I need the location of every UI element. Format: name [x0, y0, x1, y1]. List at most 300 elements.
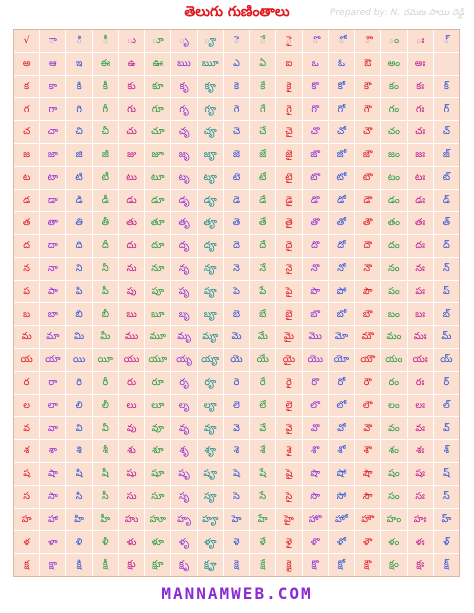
table-cell: ర్	[434, 372, 459, 394]
table-cell: గౌ	[355, 98, 380, 120]
table-cell: ళః	[408, 531, 433, 553]
table-cell: సై	[276, 486, 301, 508]
table-cell: చృ	[171, 121, 196, 143]
table-cell: చా	[40, 121, 65, 143]
table-cell: లౄ	[198, 395, 223, 417]
table-cell: ళో	[329, 531, 354, 553]
table-cell: ళై	[276, 531, 301, 553]
table-cell: సౄ	[198, 486, 223, 508]
table-cell: మం	[381, 326, 406, 348]
table-cell: యౌ	[355, 349, 380, 371]
table-cell: నః	[408, 258, 433, 280]
table-cell: యె	[224, 349, 249, 371]
table-header-cell: ొ	[303, 30, 328, 52]
prepared-by-credit: Prepared by: N. రమణ సాయి రెడ్డి	[330, 8, 464, 18]
table-cell: ట్	[434, 167, 459, 189]
table-cell: శృ	[171, 440, 196, 462]
table-cell: న	[14, 258, 39, 280]
table-cell: గె	[224, 98, 249, 120]
table-cell: సి	[66, 486, 91, 508]
table-cell: డ్	[434, 190, 459, 212]
table-cell: ళు	[119, 531, 144, 553]
table-cell: సః	[408, 486, 433, 508]
table-cell: జౌ	[355, 144, 380, 166]
table-cell: జి	[66, 144, 91, 166]
table-cell: కో	[329, 76, 354, 98]
table-cell: జు	[119, 144, 144, 166]
table-cell: తు	[119, 212, 144, 234]
table-cell: గో	[329, 98, 354, 120]
table-cell: ళౌ	[355, 531, 380, 553]
table-cell: పి	[66, 281, 91, 303]
table-cell: క్షొ	[303, 554, 328, 576]
table-cell: నా	[40, 258, 65, 280]
table-cell: డృ	[171, 190, 196, 212]
table-cell: తొ	[303, 212, 328, 234]
table-cell: యి	[66, 349, 91, 371]
table-cell: దొ	[303, 235, 328, 257]
table-header-cell: ి	[66, 30, 91, 52]
table-cell: జై	[276, 144, 301, 166]
table-cell: మ	[14, 326, 39, 348]
table-header-cell: ా	[40, 30, 65, 52]
table-header-cell: ె	[224, 30, 249, 52]
table-cell: ళీ	[93, 531, 118, 553]
table-cell: చె	[224, 121, 249, 143]
table-cell: డ	[14, 190, 39, 212]
table-cell: కే	[250, 76, 275, 98]
table-cell: కా	[40, 76, 65, 98]
table-cell: షః	[408, 463, 433, 485]
table-cell: గీ	[93, 98, 118, 120]
table-cell: వె	[224, 417, 249, 439]
table-cell: శౌ	[355, 440, 380, 462]
table-cell: స	[14, 486, 39, 508]
table-cell: హ	[14, 509, 39, 531]
table-cell: టౌ	[355, 167, 380, 189]
table-cell: ను	[119, 258, 144, 280]
table-cell: క్షె	[224, 554, 249, 576]
table-cell: యు	[119, 349, 144, 371]
table-cell: ళృ	[171, 531, 196, 553]
table-cell: రు	[119, 372, 144, 394]
table-cell: ద్	[434, 235, 459, 257]
table-cell: గై	[276, 98, 301, 120]
table-cell: శు	[119, 440, 144, 462]
table-cell: మః	[408, 326, 433, 348]
table-cell: యా	[40, 349, 65, 371]
table-cell: మృ	[171, 326, 196, 348]
table-cell: పా	[40, 281, 65, 303]
table-cell: ష	[14, 463, 39, 485]
table-cell: ఉ	[119, 53, 144, 75]
table-cell: దు	[119, 235, 144, 257]
table-cell: హృ	[171, 509, 196, 531]
table-cell: ళి	[66, 531, 91, 553]
table-cell: పో	[329, 281, 354, 303]
table-cell: డో	[329, 190, 354, 212]
table-cell: బి	[66, 303, 91, 325]
table-cell: చి	[66, 121, 91, 143]
table-cell: సే	[250, 486, 275, 508]
table-cell: నె	[224, 258, 249, 280]
table-cell: రే	[250, 372, 275, 394]
table-header-cell: ూ	[145, 30, 170, 52]
table-cell: గృ	[171, 98, 196, 120]
table-cell: నృ	[171, 258, 196, 280]
table-cell: ళం	[381, 531, 406, 553]
table-cell: క్షౄ	[198, 554, 223, 576]
table-cell: చం	[381, 121, 406, 143]
table-cell: శీ	[93, 440, 118, 462]
table-cell: మై	[276, 326, 301, 348]
table-cell: క్ష	[14, 554, 39, 576]
table-cell: పీ	[93, 281, 118, 303]
table-cell: తౌ	[355, 212, 380, 234]
table-cell: షై	[276, 463, 301, 485]
table-header-cell: ే	[250, 30, 275, 52]
table-cell: ద	[14, 235, 39, 257]
table-cell: లృ	[171, 395, 196, 417]
table-cell: క్షః	[408, 554, 433, 576]
table-cell: మూ	[145, 326, 170, 348]
table-cell: హ్	[434, 509, 459, 531]
table-cell: మే	[250, 326, 275, 348]
table-cell: కృ	[171, 76, 196, 98]
table-cell: పృ	[171, 281, 196, 303]
table-cell: పు	[119, 281, 144, 303]
table-cell: గ్	[434, 98, 459, 120]
table-cell: గూ	[145, 98, 170, 120]
table-cell: శొ	[303, 440, 328, 462]
table-cell: జృ	[171, 144, 196, 166]
table-cell: బః	[408, 303, 433, 325]
table-cell: క్షీ	[93, 554, 118, 576]
table-cell: కూ	[145, 76, 170, 98]
table-cell: పై	[276, 281, 301, 303]
table-cell: కౄ	[198, 76, 223, 98]
table-cell: ళౄ	[198, 531, 223, 553]
table-cell: రి	[66, 372, 91, 394]
table-cell: షో	[329, 463, 354, 485]
table-cell: డె	[224, 190, 249, 212]
table-cell: హొ	[303, 509, 328, 531]
table-cell: వి	[66, 417, 91, 439]
table-cell: దూ	[145, 235, 170, 257]
table-cell: షీ	[93, 463, 118, 485]
table-cell: లీ	[93, 395, 118, 417]
table-cell: నై	[276, 258, 301, 280]
table-cell: శౄ	[198, 440, 223, 462]
table-cell: దే	[250, 235, 275, 257]
table-cell: క్షై	[276, 554, 301, 576]
table-cell: క్	[434, 76, 459, 98]
table-cell: పొ	[303, 281, 328, 303]
table-cell: డొ	[303, 190, 328, 212]
table-cell: పం	[381, 281, 406, 303]
table-header-cell: ృ	[171, 30, 196, 52]
table-cell: షౌ	[355, 463, 380, 485]
table-header-cell: ౄ	[198, 30, 223, 52]
table-header-cell: ు	[119, 30, 144, 52]
table-cell: ళా	[40, 531, 65, 553]
table-cell: బొ	[303, 303, 328, 325]
table-cell: త్	[434, 212, 459, 234]
table-cell: బా	[40, 303, 65, 325]
table-cell: బే	[250, 303, 275, 325]
table-cell: ట	[14, 167, 39, 189]
table-cell: కీ	[93, 76, 118, 98]
table-cell: టొ	[303, 167, 328, 189]
table-header-cell: ః	[408, 30, 433, 52]
table-cell: వూ	[145, 417, 170, 439]
table-cell: లౌ	[355, 395, 380, 417]
table-header-cell: ౌ	[355, 30, 380, 52]
table-cell: డం	[381, 190, 406, 212]
table-cell: వొ	[303, 417, 328, 439]
table-cell: బృ	[171, 303, 196, 325]
table-cell: లః	[408, 395, 433, 417]
table-cell: రా	[40, 372, 65, 394]
table-cell: సం	[381, 486, 406, 508]
table-cell: తూ	[145, 212, 170, 234]
table-cell: సా	[40, 486, 65, 508]
table-cell: కి	[66, 76, 91, 98]
table-cell: షు	[119, 463, 144, 485]
table-cell: టో	[329, 167, 354, 189]
table-cell: లో	[329, 395, 354, 417]
table-cell: టూ	[145, 167, 170, 189]
table-cell: య్	[434, 349, 459, 371]
table-cell: టం	[381, 167, 406, 189]
table-cell: అ	[14, 53, 39, 75]
table-cell: సె	[224, 486, 249, 508]
table-cell: తౄ	[198, 212, 223, 234]
table-cell: ఎ	[224, 53, 249, 75]
table-cell: ళ్	[434, 531, 459, 553]
table-cell: యై	[276, 349, 301, 371]
table-cell: వై	[276, 417, 301, 439]
table-cell: మౄ	[198, 326, 223, 348]
table-cell: వం	[381, 417, 406, 439]
table-cell: కం	[381, 76, 406, 98]
table-cell: లె	[224, 395, 249, 417]
table-cell: ఋ	[171, 53, 196, 75]
table-cell: లం	[381, 395, 406, 417]
table-cell: హః	[408, 509, 433, 531]
table-cell: బూ	[145, 303, 170, 325]
table-cell: రృ	[171, 372, 196, 394]
table-cell: వే	[250, 417, 275, 439]
table-cell: దౄ	[198, 235, 223, 257]
table-cell: క్షృ	[171, 554, 196, 576]
table-cell: హౌ	[355, 509, 380, 531]
table-cell: జూ	[145, 144, 170, 166]
table-cell: తై	[276, 212, 301, 234]
table-cell: తె	[224, 212, 249, 234]
table-cell: నీ	[93, 258, 118, 280]
table-cell: వౄ	[198, 417, 223, 439]
table-cell: షే	[250, 463, 275, 485]
table-cell: దో	[329, 235, 354, 257]
table-cell: శై	[276, 440, 301, 462]
table-cell: హే	[250, 509, 275, 531]
table-cell: రూ	[145, 372, 170, 394]
table-cell: జ	[14, 144, 39, 166]
table-cell: డూ	[145, 190, 170, 212]
table-cell: చొ	[303, 121, 328, 143]
table-cell: లై	[276, 395, 301, 417]
table-cell: పే	[250, 281, 275, 303]
table-cell: దౌ	[355, 235, 380, 257]
table-cell: చ	[14, 121, 39, 143]
table-header-cell: ం	[381, 30, 406, 52]
table-cell: జః	[408, 144, 433, 166]
table-cell: బ్	[434, 303, 459, 325]
table-cell: టౄ	[198, 167, 223, 189]
table-cell: వృ	[171, 417, 196, 439]
table-cell: గౄ	[198, 98, 223, 120]
table-cell: బో	[329, 303, 354, 325]
table-cell: డి	[66, 190, 91, 212]
table-cell: దీ	[93, 235, 118, 257]
table-cell: చై	[276, 121, 301, 143]
table-cell: యీ	[93, 349, 118, 371]
table-cell: సూ	[145, 486, 170, 508]
page-header	[0, 0, 474, 26]
table-cell: మా	[40, 326, 65, 348]
table-cell: టి	[66, 167, 91, 189]
table-cell: ప్	[434, 281, 459, 303]
table-cell: గు	[119, 98, 144, 120]
table-cell: యొ	[303, 349, 328, 371]
table-cell: క్షు	[119, 554, 144, 576]
table-cell: యే	[250, 349, 275, 371]
table-cell: శూ	[145, 440, 170, 462]
table-cell: జం	[381, 144, 406, 166]
table-cell: సొ	[303, 486, 328, 508]
table-cell: యూ	[145, 349, 170, 371]
table-cell: ష్	[434, 463, 459, 485]
table-cell: కొ	[303, 76, 328, 98]
table-cell: శో	[329, 440, 354, 462]
table-cell: వౌ	[355, 417, 380, 439]
table-cell: వ్	[434, 417, 459, 439]
table-cell: టృ	[171, 167, 196, 189]
table-cell: రె	[224, 372, 249, 394]
table-cell: బౌ	[355, 303, 380, 325]
table-cell: ళె	[224, 531, 249, 553]
table-cell: షొ	[303, 463, 328, 485]
table-cell: డౌ	[355, 190, 380, 212]
table-cell: చూ	[145, 121, 170, 143]
table-cell: తి	[66, 212, 91, 234]
table-cell: జ్	[434, 144, 459, 166]
table-cell: జో	[329, 144, 354, 166]
table-cell: తా	[40, 212, 65, 234]
table-cell: తే	[250, 212, 275, 234]
table-cell: ఏ	[250, 53, 275, 75]
table-cell: హై	[276, 509, 301, 531]
table-cell: యృ	[171, 349, 196, 371]
table-cell: పౌ	[355, 281, 380, 303]
table-cell: శః	[408, 440, 433, 462]
table-cell: జే	[250, 144, 275, 166]
table-cell: నే	[250, 258, 275, 280]
table-cell: రౄ	[198, 372, 223, 394]
table-cell: జౄ	[198, 144, 223, 166]
table-cell: కై	[276, 76, 301, 98]
table-cell: అః	[408, 53, 433, 75]
table-cell: లి	[66, 395, 91, 417]
table-cell: ఊ	[145, 53, 170, 75]
table-cell: మౌ	[355, 326, 380, 348]
table-cell: టై	[276, 167, 301, 189]
table-cell: షి	[66, 463, 91, 485]
table-cell: క్షం	[381, 554, 406, 576]
table-cell: జా	[40, 144, 65, 166]
table-cell: మె	[224, 326, 249, 348]
table-cell: ఒ	[303, 53, 328, 75]
table-cell: టు	[119, 167, 144, 189]
table-cell: షె	[224, 463, 249, 485]
table-cell: జొ	[303, 144, 328, 166]
table-cell: పూ	[145, 281, 170, 303]
table-cell: టె	[224, 167, 249, 189]
table-header-cell: ీ	[93, 30, 118, 52]
table-cell: టీ	[93, 167, 118, 189]
table-cell: షౄ	[198, 463, 223, 485]
table-cell: ఆ	[40, 53, 65, 75]
table-cell: క్షూ	[145, 554, 170, 576]
table-cell: డే	[250, 190, 275, 212]
table-cell: షూ	[145, 463, 170, 485]
table-cell: గొ	[303, 98, 328, 120]
table-cell: చౌ	[355, 121, 380, 143]
table-cell: రం	[381, 372, 406, 394]
table-cell: త	[14, 212, 39, 234]
table-cell: వ	[14, 417, 39, 439]
table-cell: గి	[66, 98, 91, 120]
table-cell: బై	[276, 303, 301, 325]
table-cell: చ్	[434, 121, 459, 143]
table-cell: ళొ	[303, 531, 328, 553]
table-cell: క	[14, 76, 39, 98]
table-cell: తః	[408, 212, 433, 234]
table-cell: మి	[66, 326, 91, 348]
table-cell: తీ	[93, 212, 118, 234]
table-cell: హూ	[145, 509, 170, 531]
table-cell: బౄ	[198, 303, 223, 325]
gunintalu-table	[13, 29, 460, 577]
table-cell: హా	[40, 509, 65, 531]
table-cell: అం	[381, 53, 406, 75]
table-cell: న్	[434, 258, 459, 280]
table-cell: కు	[119, 76, 144, 98]
table-cell: గా	[40, 98, 65, 120]
table-cell: ది	[66, 235, 91, 257]
table-cell: ళ	[14, 531, 39, 553]
table-cell: నూ	[145, 258, 170, 280]
table-cell: హం	[381, 509, 406, 531]
table-cell: క్షా	[40, 554, 65, 576]
table-cell: మొ	[303, 326, 328, 348]
table-cell: షా	[40, 463, 65, 485]
table-cell	[434, 53, 459, 75]
table-cell: ఈ	[93, 53, 118, 75]
table-cell: మో	[329, 326, 354, 348]
table-cell: య	[14, 349, 39, 371]
